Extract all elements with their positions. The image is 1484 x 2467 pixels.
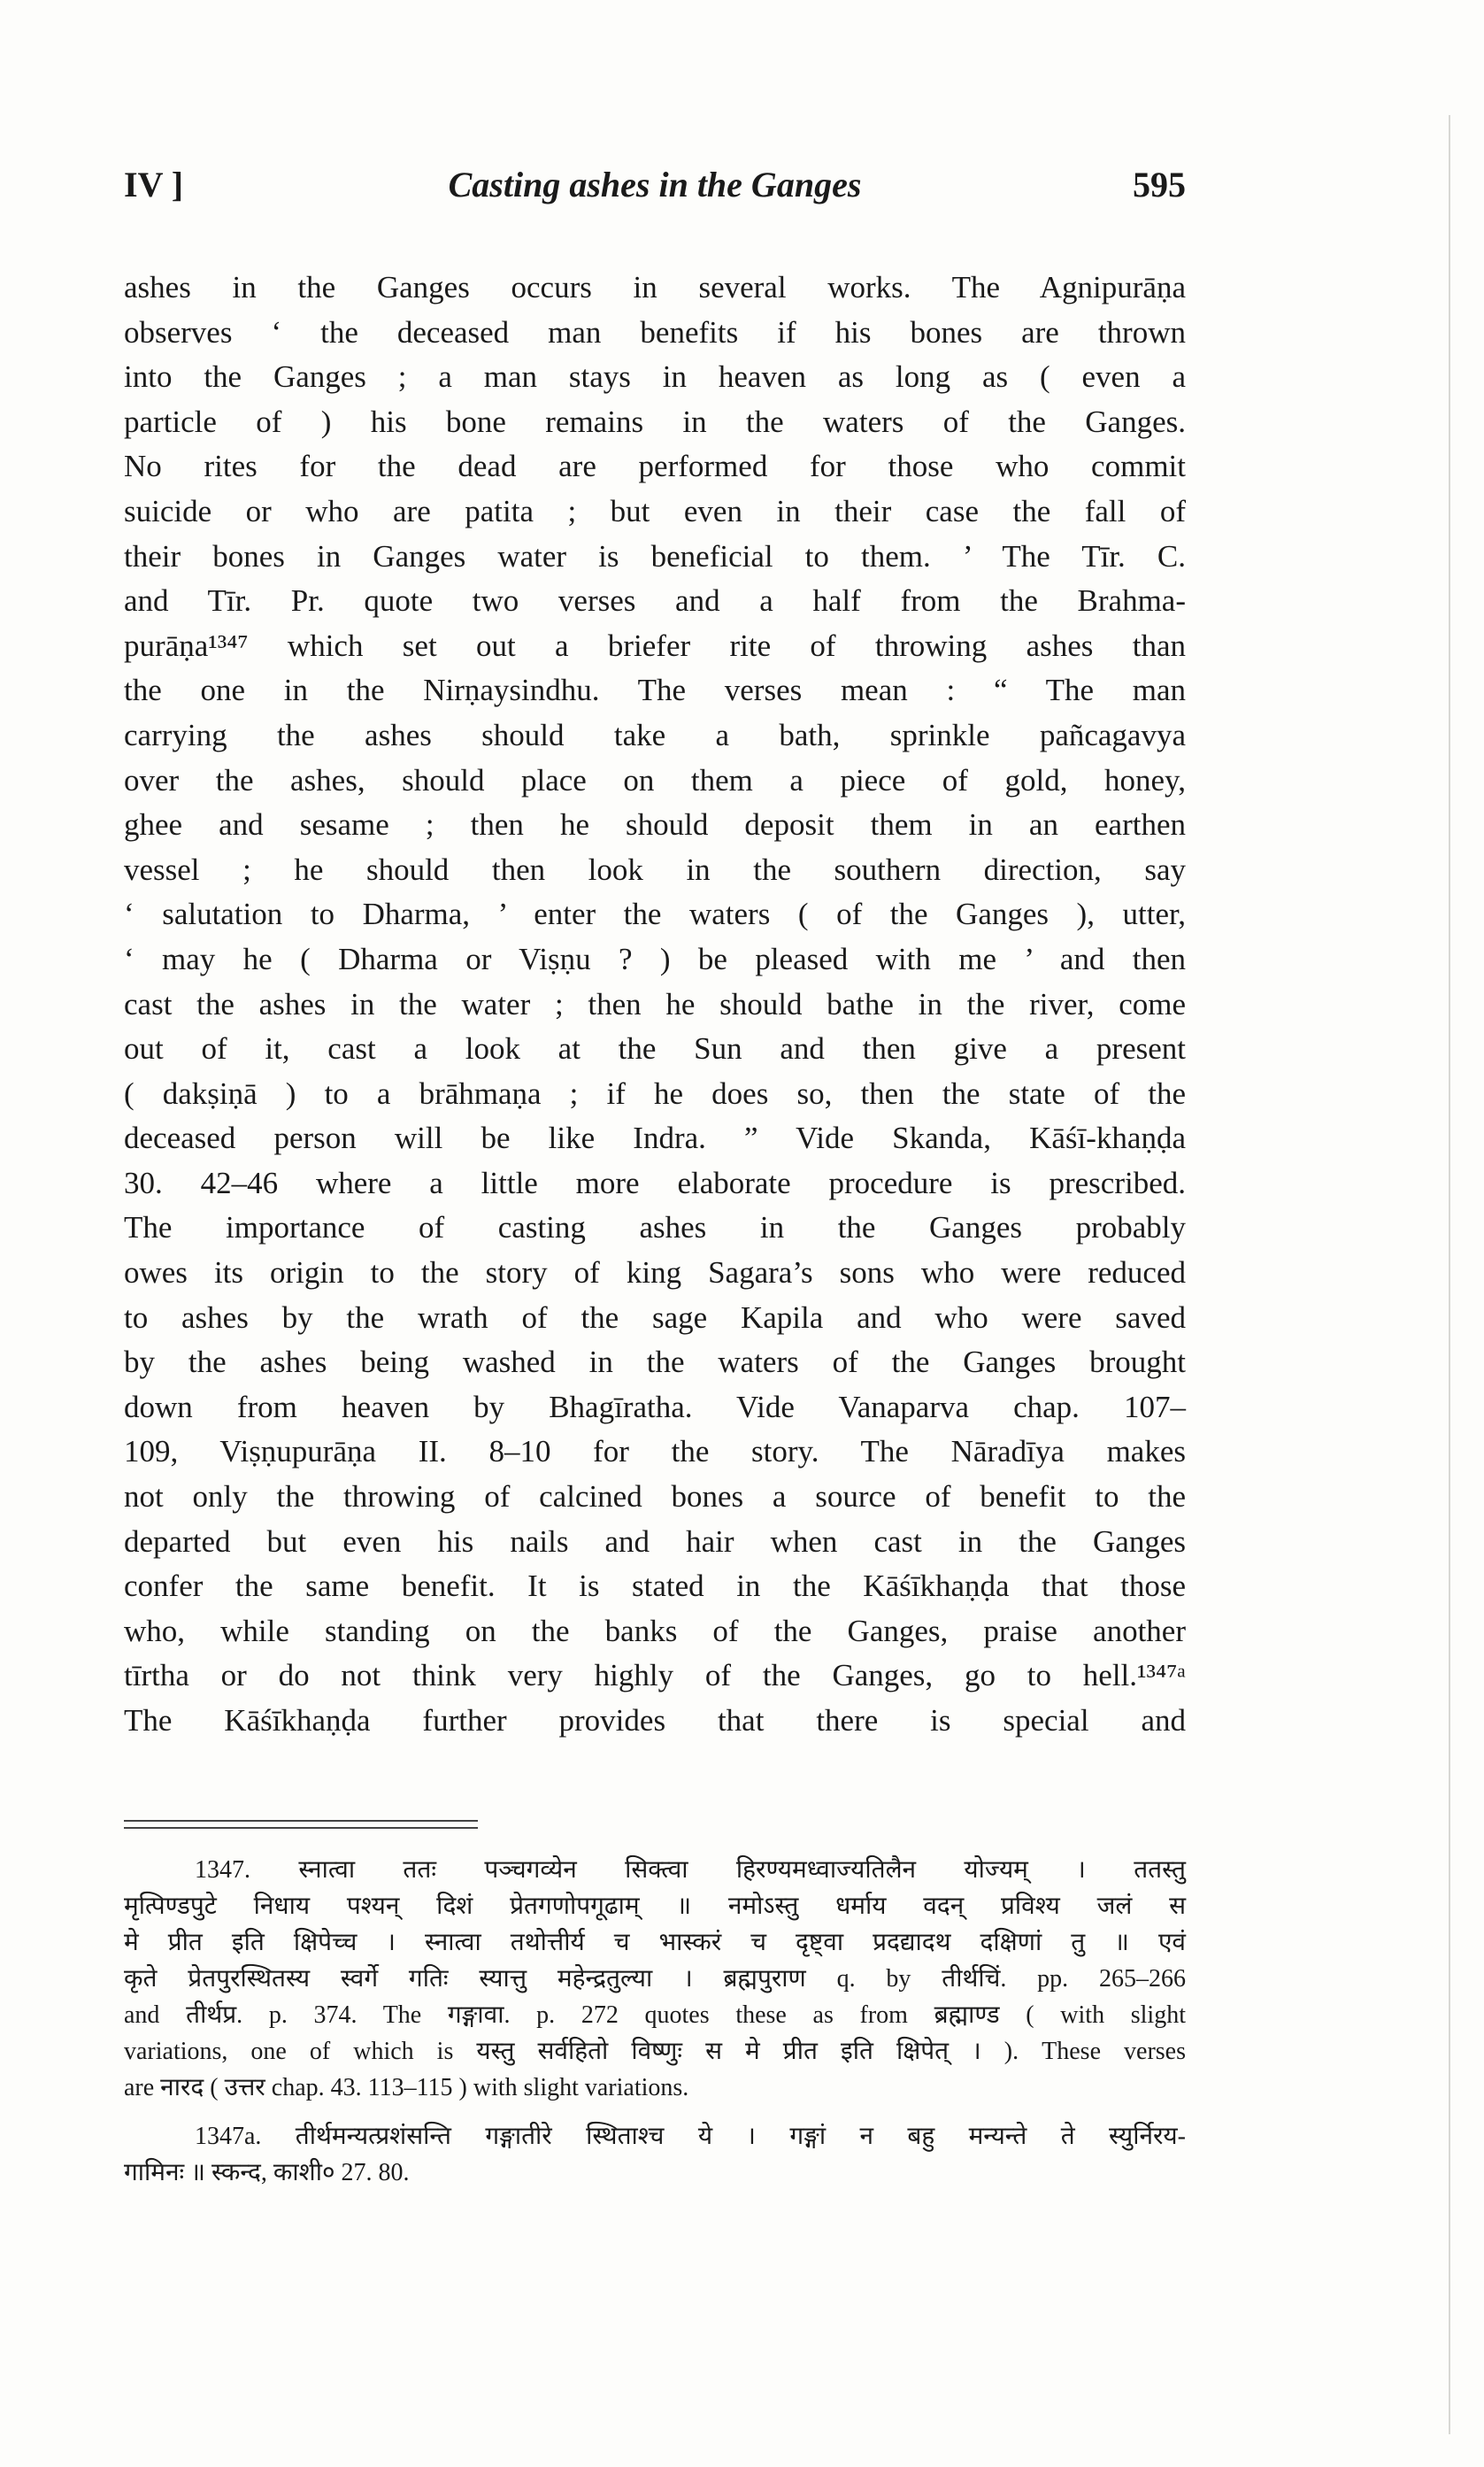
- body-line: the one in the Nirṇaysindhu. The verses mean : “ The man: [124, 673, 1186, 708]
- footnotes: [124, 1852, 1186, 2191]
- footnote-line: 1347. स्नात्वा ततः पञ्चगव्येन सिक्त्वा हिरण्यमध्वाज्यतिलैन योज्यम् । ततस्तु: [195, 1856, 1186, 1884]
- body-line: particle of ) his bone remains in the waters of the Ganges.: [124, 404, 1186, 439]
- body-line: over the ashes, should place on them a piece of gold, honey,: [124, 762, 1186, 798]
- page-number: 595: [1133, 165, 1186, 204]
- body-line: departed but even his nails and hair when cast in the Ganges: [124, 1523, 1186, 1559]
- body-line: 109, Viṣṇupurāṇa II. 8–10 for the story. The Nāradīya makes: [124, 1434, 1186, 1469]
- body-line: observes ‘ the deceased man benefits if his bones are thrown: [124, 314, 1186, 350]
- footnote-line: गामिनः ॥ स्कन्द, काशी० 27. 80.: [124, 2159, 410, 2186]
- body-line: confer the same benefit. It is stated in the Kāśīkhaṇḍa that those: [124, 1569, 1186, 1604]
- body-line: into the Ganges ; a man stays in heaven as long as ( even a: [124, 359, 1186, 395]
- body-line: by the ashes being washed in the waters of the Ganges brought: [124, 1345, 1186, 1380]
- body-line: ( dakṣiṇā ) to a brāhmaṇa ; if he does so, then the state of the: [124, 1075, 1186, 1111]
- body-line: ghee and sesame ; then he should deposit them in an earthen: [124, 807, 1186, 843]
- body-line: purāṇa¹³⁴⁷ which set out a briefer rite of throwing ashes than: [124, 628, 1186, 663]
- body-line: deceased person will be like Indra. ” Vide Skanda, Kāśī-khaṇḍa: [124, 1121, 1186, 1156]
- footnote-line: कृते प्रेतपुरस्थितस्य स्वर्गे गतिः स्यात्तु महेन्द्रतुल्या । ब्रह्मपुराण q. by तीर्थचिं. pp. 265–266: [124, 1965, 1186, 1993]
- body-line: and Tīr. Pr. quote two verses and a half from the Brahma-: [124, 583, 1186, 619]
- body-line: No rites for the dead are performed for those who commit: [124, 449, 1186, 484]
- body-line: down from heaven by Bhagīratha. Vide Vanaparva chap. 107–: [124, 1389, 1186, 1424]
- footnote-line: variations, one of which is यस्तु सर्वहितो विष्णुः स मे प्रीत इति क्षिपेत् । ). These verses: [124, 2038, 1186, 2065]
- chapter-marker: IV ]: [124, 165, 184, 204]
- running-title: Casting ashes in the Ganges: [448, 165, 862, 204]
- body-line: suicide or who are patita ; but even in their case the fall of: [124, 493, 1186, 528]
- body-line: ‘ may he ( Dharma or Viṣṇu ? ) be pleased with me ’ and then: [124, 941, 1186, 976]
- footnote-line: and तीर्थप्र. p. 374. The गङ्गावा. p. 272 quotes these as from ब्रह्माण्ड ( with slight: [124, 2001, 1186, 2029]
- footnote-line: are नारद ( उत्तर chap. 43. 113–115 ) with slight variations.: [124, 2074, 689, 2101]
- footnote-line: 1347a. तीर्थमन्यत्प्रशंसन्ति गङ्गातीरे स्थिताश्च ये । गङ्गां न बहु मन्यन्ते ते स्युर्निरय-: [195, 2123, 1186, 2150]
- body-line: carrying the ashes should take a bath, sprinkle pañcagavya: [124, 717, 1186, 752]
- body-line: who, while standing on the banks of the Ganges, praise another: [124, 1613, 1186, 1648]
- body-line: tīrtha or do not think very highly of the Ganges, go to hell.¹³⁴⁷ᵃ: [124, 1658, 1186, 1693]
- body-text: [124, 266, 1186, 1744]
- body-line: 30. 42–46 where a little more elaborate procedure is prescribed.: [124, 1165, 1186, 1200]
- body-line: out of it, cast a look at the Sun and then give a present: [124, 1031, 1186, 1067]
- page-edge-shadow: [1449, 115, 1450, 2434]
- body-line: cast the ashes in the water ; then he should bathe in the river, come: [124, 986, 1186, 1021]
- body-line: not only the throwing of calcined bones a source of benefit to the: [124, 1479, 1186, 1515]
- running-head: [124, 164, 1186, 217]
- body-line: The importance of casting ashes in the Ganges probably: [124, 1210, 1186, 1245]
- body-line: their bones in Ganges water is beneficial to them. ’ The Tīr. C.: [124, 538, 1186, 574]
- footnote-gap: [124, 2106, 1186, 2118]
- body-line: The Kāśīkhaṇḍa further provides that there is special and: [124, 1703, 1186, 1738]
- body-line: vessel ; he should then look in the southern direction, say: [124, 852, 1186, 887]
- body-line: ashes in the Ganges occurs in several works. The Agnipurāṇa: [124, 270, 1186, 305]
- footnote-line: मे प्रीत इति क्षिपेच्च । स्नात्वा तथोत्तीर्य च भास्करं च दृष्ट्वा प्रदद्यादथ दक्षिणां तु ॥ एवं: [124, 1929, 1186, 1956]
- body-line: owes its origin to the story of king Sagara’s sons who were reduced: [124, 1255, 1186, 1291]
- body-line: to ashes by the wrath of the sage Kapila and who were saved: [124, 1299, 1186, 1335]
- footnote-line: मृत्पिण्डपुटे निधाय पश्यन् दिशं प्रेतगणोपगूढाम् ॥ नमोऽस्तु धर्माय वदन् प्रविश्य जलं स: [124, 1893, 1186, 1920]
- body-line: ‘ salutation to Dharma, ’ enter the waters ( of the Ganges ), utter,: [124, 897, 1186, 932]
- footnote-divider: [124, 1820, 478, 1829]
